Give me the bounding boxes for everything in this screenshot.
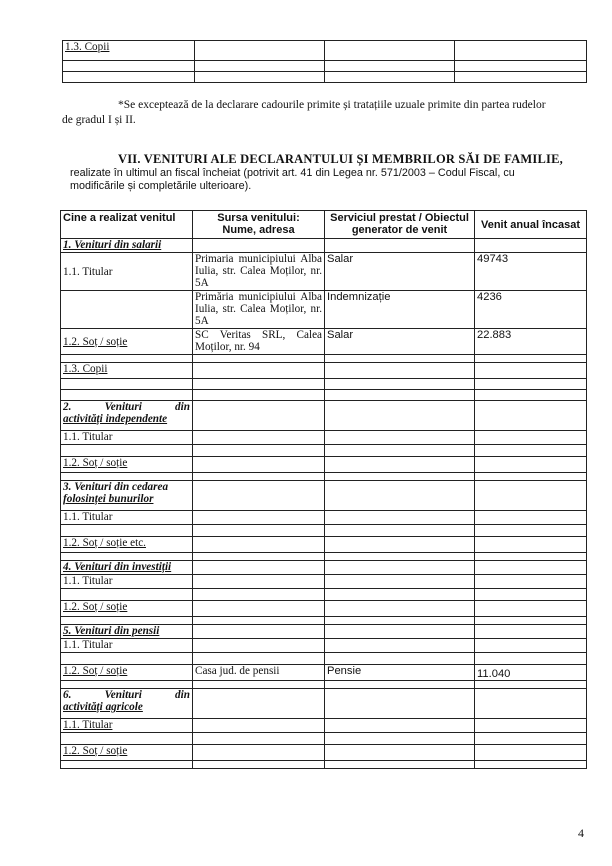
table-row	[61, 719, 587, 733]
s5-amount: 11.040	[475, 665, 587, 681]
section-sub-1: realizate în ultimul an fiscal încheiat (potrivit art. 41 din Legea nr. 571/2003 – Codul Fiscal, cu	[70, 167, 515, 179]
table-header-row	[61, 211, 587, 239]
table-row	[61, 639, 587, 653]
footnote	[62, 98, 588, 128]
s6-sot-label: 1.2. Soț / soție	[61, 745, 193, 761]
section-3-title: 3. Venituri din cedarea folosinței bunurilor	[61, 481, 193, 511]
section-heading-block	[62, 152, 588, 193]
table-row	[61, 625, 587, 639]
s5-sot-label: 1.2. Soț / soție	[61, 665, 193, 681]
table-row	[61, 561, 587, 575]
s1-copii-label: 1.3. Copii	[61, 363, 193, 379]
table-row	[61, 665, 587, 681]
s1-sot-label: 1.2. Soț / soție	[61, 329, 193, 355]
s1-service-b: Indemnizație	[325, 291, 475, 329]
s4-sot-label: 1.2. Soț / soție	[61, 601, 193, 617]
s5-service: Pensie	[325, 665, 475, 681]
page-number: 4	[578, 826, 584, 840]
table-row	[61, 745, 587, 761]
s6-titular-label: 1.1. Titular	[61, 719, 193, 733]
s1-amount-a: 49743	[475, 253, 587, 291]
footnote-line-2: de gradul I și II.	[62, 114, 136, 126]
s1-service-c: Salar	[325, 329, 475, 355]
table-row	[61, 431, 587, 445]
table-row	[61, 239, 587, 253]
s1-titular-label: 1.1. Titular	[61, 253, 193, 291]
section-6-title: 6. Venituri din activități agricole	[61, 689, 193, 719]
section-heading: VII. VENITURI ALE DECLARANTULUI ȘI MEMBRILOR SĂI DE FAMILIE,	[118, 152, 563, 166]
section-sub-2: modificările și completările ulterioare).	[70, 180, 252, 192]
top-copii-label: 1.3. Copii	[63, 41, 195, 61]
s3-sot-label: 1.2. Soț / soție etc.	[61, 537, 193, 553]
section-1-title: 1. Venituri din salarii	[61, 239, 193, 253]
section-4-title: 4. Venituri din investiții	[61, 561, 193, 575]
table-row	[61, 363, 587, 379]
s1-amount-c: 22.883	[475, 329, 587, 355]
table-row	[61, 575, 587, 589]
s1-source-c: SC Veritas SRL, Calea Moților, nr. 94	[193, 329, 325, 355]
s5-titular-label: 1.1. Titular	[61, 639, 193, 653]
top-table	[62, 40, 587, 83]
table-row	[61, 601, 587, 617]
s1-source-b: Primăria municipiului Alba Iulia, str. Calea Moților, nr. 5A	[193, 291, 325, 329]
header-income: Venit anual încasat	[475, 211, 587, 239]
table-row	[61, 481, 587, 511]
header-who: Cine a realizat venitul	[61, 211, 193, 239]
s5-source: Casa jud. de pensii	[193, 665, 325, 681]
footnote-line-1: *Se exceptează de la declarare cadourile primite și tratațiile uzuale primite din partea rudelor	[118, 99, 546, 111]
header-source: Sursa venitului: Nume, adresa	[193, 211, 325, 239]
s1-source-a: Primaria municipiului Alba Iulia, str. Calea Moților, nr. 5A	[193, 253, 325, 291]
header-service: Serviciul prestat / Obiectul generator de venit	[325, 211, 475, 239]
s1-amount-b: 4236	[475, 291, 587, 329]
table-row	[61, 457, 587, 473]
table-row	[61, 511, 587, 525]
table-row	[61, 537, 587, 553]
table-row	[61, 401, 587, 431]
section-2-title: 2. Venituri din activități independente	[61, 401, 193, 431]
table-row	[61, 253, 587, 291]
section-5-title: 5. Venituri din pensii	[61, 625, 193, 639]
s1-service-a: Salar	[325, 253, 475, 291]
s2-titular-label: 1.1. Titular	[61, 431, 193, 445]
table-row	[61, 291, 587, 329]
s2-sot-label: 1.2. Soț / soție	[61, 457, 193, 473]
income-table	[60, 210, 587, 769]
s3-titular-label: 1.1. Titular	[61, 511, 193, 525]
table-row	[61, 329, 587, 355]
s4-titular-label: 1.1. Titular	[61, 575, 193, 589]
table-row	[61, 689, 587, 719]
